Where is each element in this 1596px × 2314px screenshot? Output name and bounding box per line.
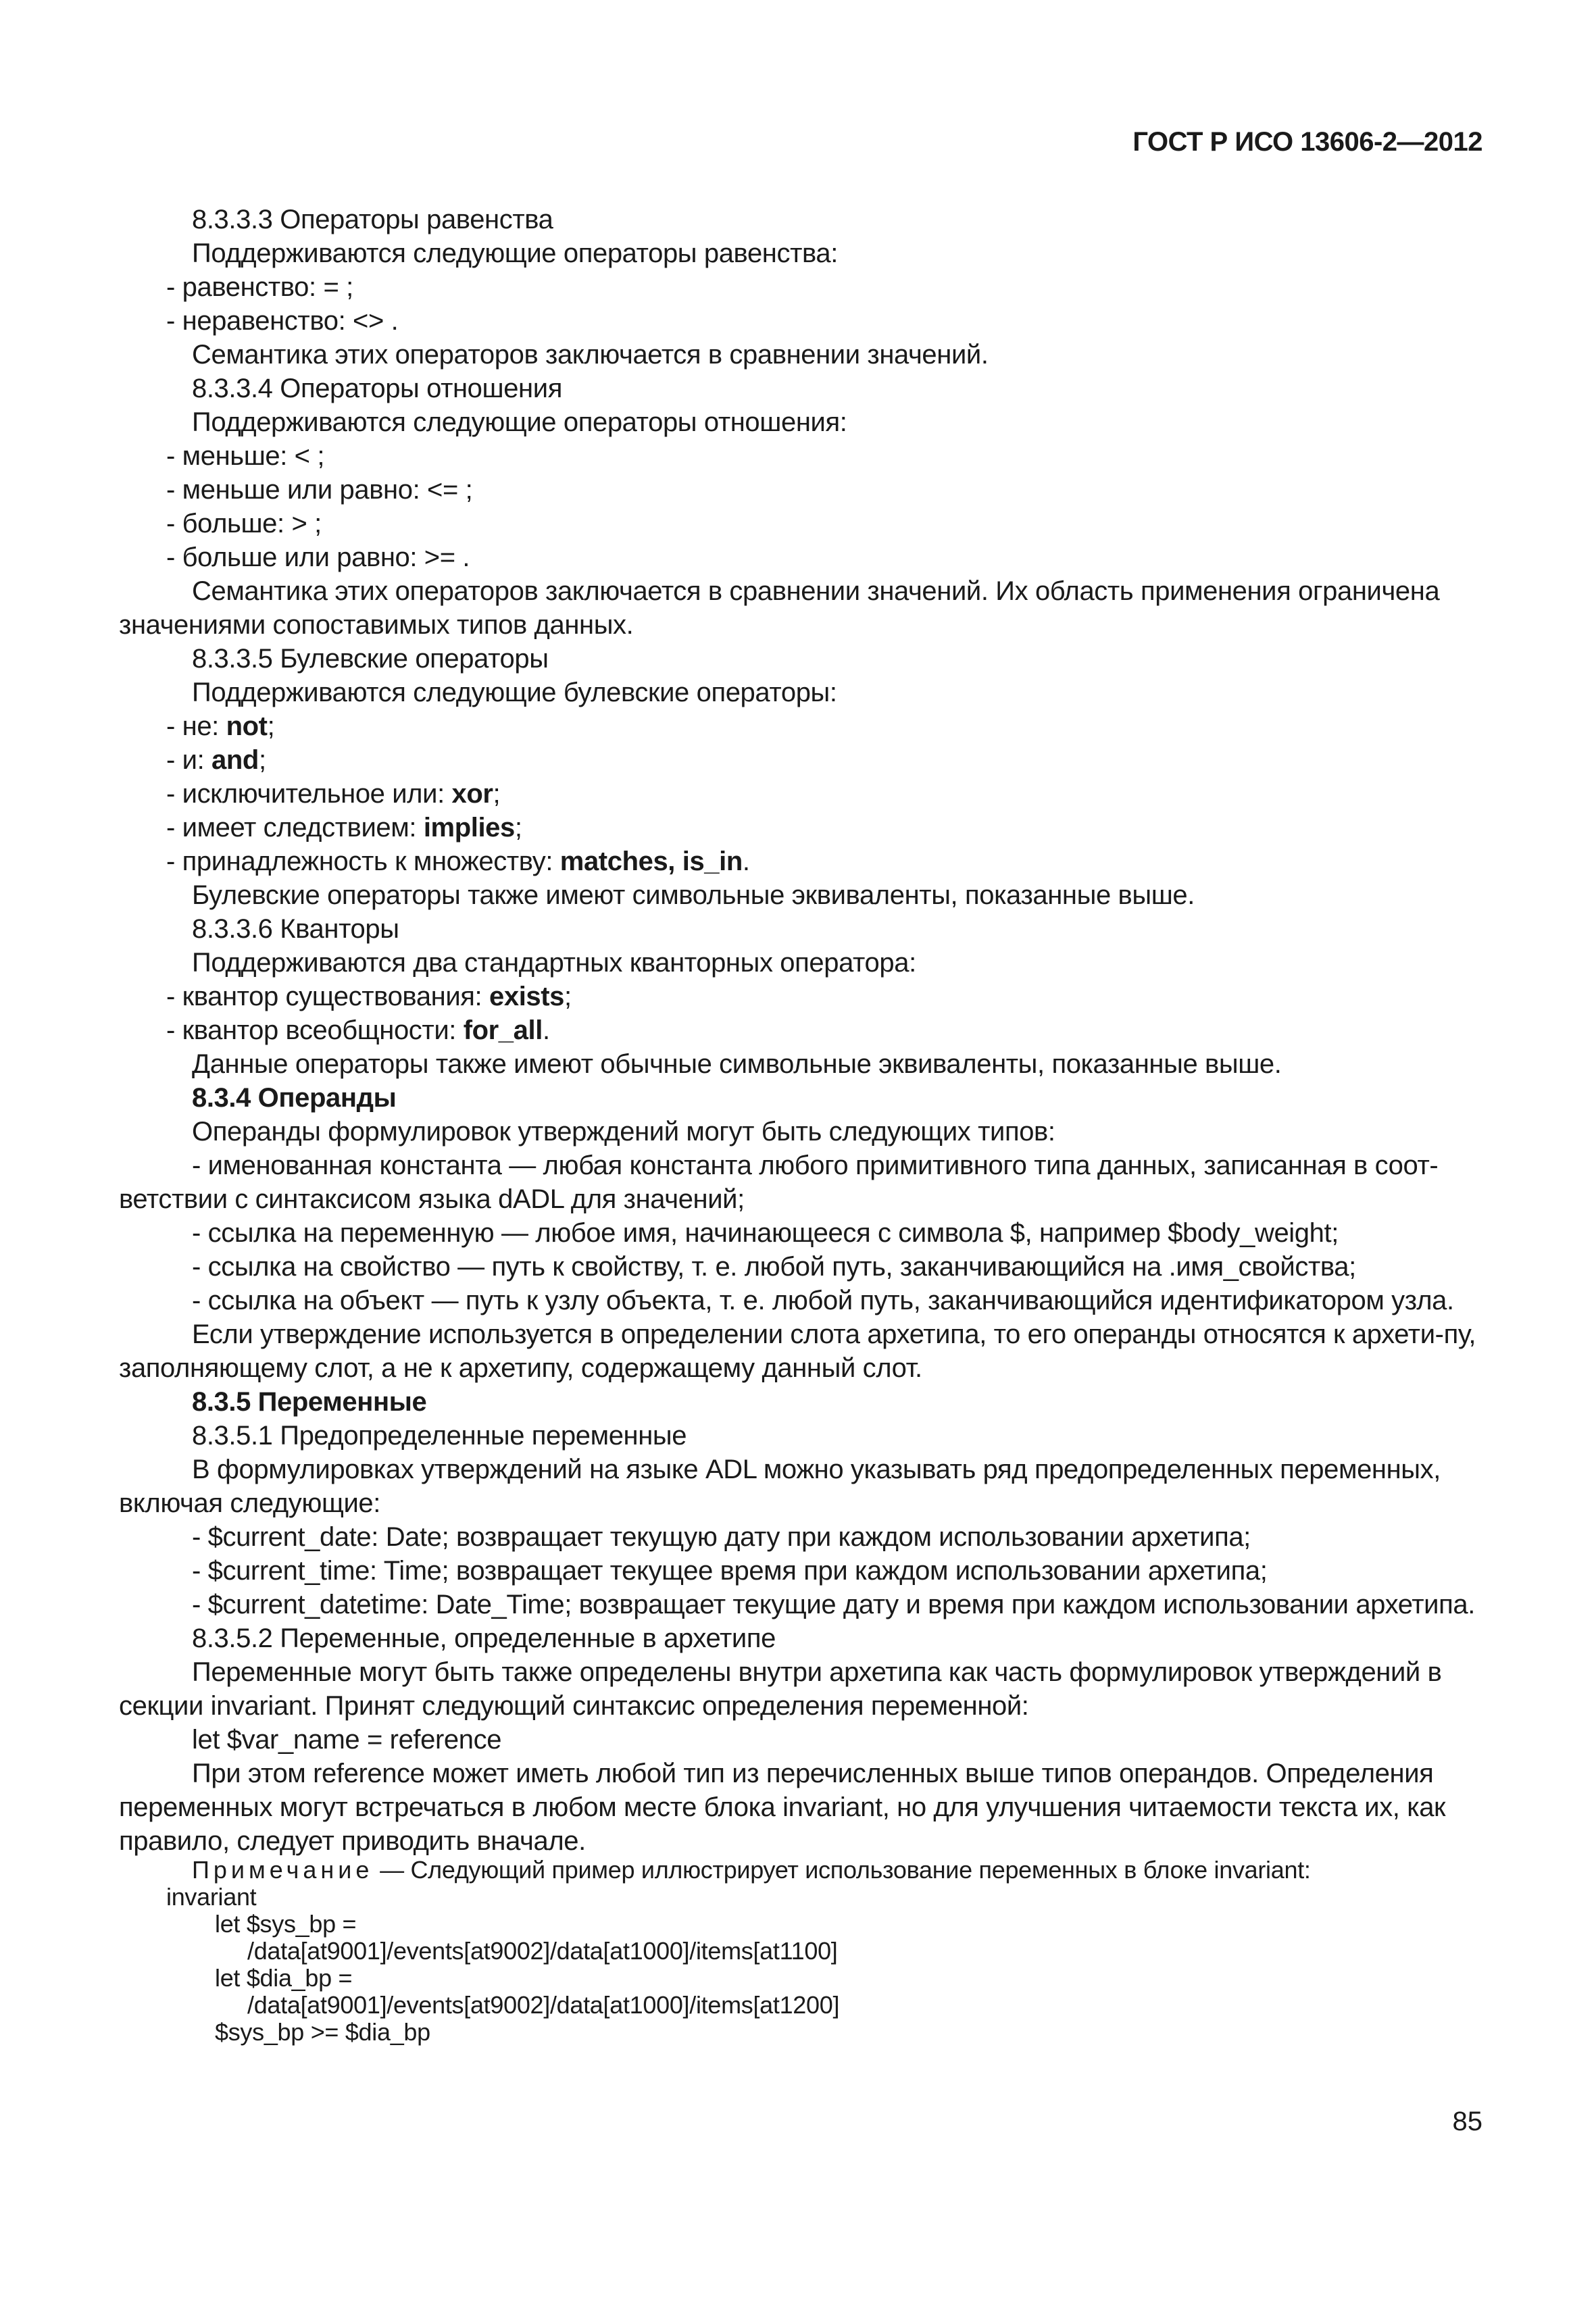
text-run: 8.3.5.1 Предопределенные переменные <box>192 1421 687 1451</box>
list-item <box>119 1013 1482 1047</box>
paragraph <box>119 642 1482 676</box>
note-label: Примечание <box>192 1856 374 1884</box>
paragraph <box>119 372 1482 405</box>
keyword: not <box>226 711 268 741</box>
note-block <box>119 1857 1482 2046</box>
paragraph <box>119 1655 1482 1723</box>
keyword: exists <box>489 982 565 1011</box>
text-run: - больше: > ; <box>166 509 322 538</box>
text-run: При этом reference может иметь любой тип из перечисленных выше типов операндов. Определения переменных могут встречаться в любом месте блока invariant, но для улучшения читаемости текста их, как правило, следует приводить вначале. <box>119 1759 1446 1856</box>
text-run: Поддерживаются следующие операторы отношения: <box>192 407 847 437</box>
text-run: Булевские операторы также имеют символьные эквиваленты, показанные выше. <box>192 880 1195 910</box>
paragraph <box>119 1216 1482 1250</box>
text-run: . <box>742 847 750 876</box>
paragraph <box>119 1115 1482 1149</box>
list-item <box>119 507 1482 540</box>
paragraph <box>119 1047 1482 1081</box>
paragraph <box>119 1250 1482 1284</box>
keyword: for_all <box>463 1015 543 1045</box>
paragraph <box>119 1554 1482 1588</box>
body-text <box>119 203 1482 1858</box>
text-run: Поддерживаются следующие операторы равенства: <box>192 238 838 268</box>
text-run: ; <box>564 982 572 1011</box>
text-run: 8.3.3.6 Кванторы <box>192 914 399 944</box>
paragraph <box>119 878 1482 912</box>
paragraph <box>119 203 1482 236</box>
text-run: - исключительное или: <box>166 779 452 809</box>
keyword: implies <box>423 813 515 842</box>
code-line: /data[at9001]/events[at9002]/data[at1000]/items[at1100] <box>247 1937 838 1965</box>
code-line: let $sys_bp = <box>215 1910 357 1938</box>
text-run: - ссылка на свойство — путь к свойству, т. е. любой путь, заканчивающийся на .имя_свойства; <box>192 1252 1356 1282</box>
paragraph <box>119 1453 1482 1520</box>
text-run: 8.3.3.5 Булевские операторы <box>192 644 549 674</box>
paragraph <box>119 1284 1482 1317</box>
text-run: . <box>542 1015 550 1045</box>
list-item <box>119 709 1482 743</box>
note-line <box>119 1857 1482 1884</box>
paragraph <box>119 1520 1482 1554</box>
keyword: matches, is_in <box>559 847 743 876</box>
text-run: 8.3.5 Переменные <box>192 1387 427 1417</box>
text-run: 8.3.4 Операнды <box>192 1083 397 1113</box>
text-run: Семантика этих операторов заключается в сравнении значений. Их область применения ограничена значениями сопоставимых типов данных. <box>119 576 1440 640</box>
code-example <box>119 1884 1482 2046</box>
text-run: Если утверждение используется в определении слота архетипа, то его операнды относятся к архети-пу, заполняющему слот, а не к архетипу, содержащему данный слот. <box>119 1319 1476 1383</box>
paragraph <box>119 1723 1482 1757</box>
text-run: - меньше или равно: <= ; <box>166 475 473 505</box>
paragraph <box>119 946 1482 980</box>
paragraph <box>119 1621 1482 1655</box>
paragraph <box>119 1419 1482 1453</box>
text-run: - квантор существования: <box>166 982 489 1011</box>
list-item <box>119 439 1482 473</box>
paragraph <box>119 1149 1482 1216</box>
paragraph <box>119 338 1482 372</box>
text-run: - $current_date: Date; возвращает текущую дату при каждом использовании архетипа; <box>192 1522 1251 1552</box>
text-run: - ссылка на переменную — любое имя, начинающееся с символа $, например $body_weight; <box>192 1218 1339 1248</box>
text-run: - неравенство: <> . <box>166 306 399 336</box>
code-line: /data[at9001]/events[at9002]/data[at1000]/items[at1200] <box>247 1991 840 2019</box>
text-run: Поддерживаются следующие булевские операторы: <box>192 678 837 707</box>
text-run: Семантика этих операторов заключается в сравнении значений. <box>192 340 989 370</box>
list-item <box>119 540 1482 574</box>
list-item <box>119 473 1482 507</box>
text-run: - $current_datetime: Date_Time; возвращает текущие дату и время при каждом использовании архетипа. <box>192 1590 1475 1619</box>
text-run: - больше или равно: >= . <box>166 543 470 572</box>
section-heading <box>119 1081 1482 1115</box>
paragraph <box>119 405 1482 439</box>
code-line: $sys_bp >= $dia_bp <box>215 2018 430 2046</box>
text-run: 8.3.3.4 Операторы отношения <box>192 374 562 403</box>
text-run: 8.3.3.3 Операторы равенства <box>192 205 553 234</box>
text-run: Поддерживаются два стандартных кванторных оператора: <box>192 948 916 978</box>
text-run: Операнды формулировок утверждений могут быть следующих типов: <box>192 1117 1055 1147</box>
text-run: - принадлежность к множеству: <box>166 847 560 876</box>
text-run: - меньше: < ; <box>166 441 325 471</box>
text-run: - равенство: = ; <box>166 272 353 302</box>
list-item <box>119 270 1482 304</box>
keyword: xor <box>451 779 493 809</box>
paragraph <box>119 912 1482 946</box>
section-heading <box>119 1385 1482 1419</box>
paragraph <box>119 1757 1482 1858</box>
code-line: invariant <box>166 1883 257 1911</box>
text-run: ; <box>493 779 501 809</box>
list-item <box>119 980 1482 1013</box>
paragraph <box>119 676 1482 709</box>
text-run: - квантор всеобщности: <box>166 1015 464 1045</box>
text-run: ; <box>258 745 266 775</box>
text-run: - и: <box>166 745 212 775</box>
text-run: - имеет следствием: <box>166 813 424 842</box>
text-run: - ссылка на объект — путь к узлу объекта, т. е. любой путь, заканчивающийся идентификатором узла. <box>192 1286 1454 1315</box>
keyword: and <box>211 745 259 775</box>
text-run: В формулировках утверждений на языке ADL можно указывать ряд предопределенных переменных, включая следующие: <box>119 1455 1441 1518</box>
text-run: let $var_name = reference <box>192 1725 502 1755</box>
text-run: - не: <box>166 711 226 741</box>
text-run: ; <box>514 813 522 842</box>
paragraph <box>119 236 1482 270</box>
page-number: 85 <box>1452 2107 1482 2136</box>
list-item <box>119 304 1482 338</box>
list-item <box>119 811 1482 845</box>
text-run: - именованная константа — любая константа любого примитивного типа данных, записанная в соот-ветствии с синтаксисом языка dADL для значений; <box>119 1151 1439 1214</box>
text-run: - $current_time: Time; возвращает текущее время при каждом использовании архетипа; <box>192 1556 1268 1586</box>
code-line: let $dia_bp = <box>215 1964 353 1992</box>
text-run: Данные операторы также имеют обычные символьные эквиваленты, показанные выше. <box>192 1049 1282 1079</box>
note-text: — Следующий пример иллюстрирует использование переменных в блоке invariant: <box>373 1856 1311 1884</box>
list-item <box>119 777 1482 811</box>
paragraph <box>119 1317 1482 1385</box>
text-run: ; <box>267 711 275 741</box>
paragraph <box>119 574 1482 642</box>
text-run: Переменные могут быть также определены внутри архетипа как часть формулировок утверждений в секции invariant. Принят следующий синтаксис определения переменной: <box>119 1657 1442 1721</box>
list-item <box>119 743 1482 777</box>
text-run: 8.3.5.2 Переменные, определенные в архетипе <box>192 1624 776 1653</box>
document-header: ГОСТ Р ИСО 13606-2—2012 <box>1132 127 1482 157</box>
list-item <box>119 845 1482 878</box>
paragraph <box>119 1588 1482 1621</box>
